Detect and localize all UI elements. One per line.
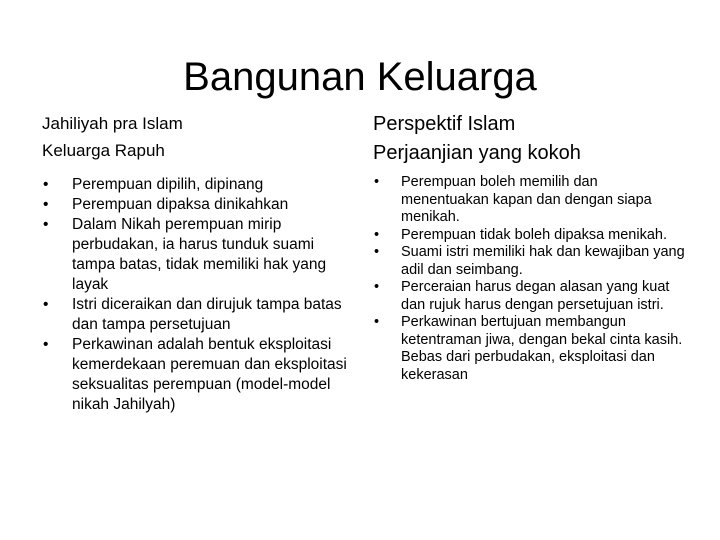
right-heading-line2: Perjaanjian yang kokoh	[373, 142, 581, 164]
list-item-text: Perempuan dipaksa dinikahkan	[72, 196, 289, 213]
left-heading-line1: Jahiliyah pra Islam	[42, 114, 183, 133]
bullet-icon: •	[374, 174, 380, 190]
list-item-text: Perceraian harus degan alasan yang kuat dan rujuk harus dengan persetujuan istri.	[401, 279, 670, 313]
list-item	[373, 174, 688, 227]
right-bullet-list	[373, 174, 688, 384]
bullet-icon: •	[374, 279, 380, 295]
list-item	[42, 295, 352, 335]
list-item	[42, 335, 352, 415]
bullet-icon: •	[43, 196, 49, 213]
left-column	[42, 110, 352, 415]
bullet-icon: •	[374, 244, 380, 260]
bullet-icon: •	[43, 216, 49, 233]
right-heading-line1: Perspektif Islam	[373, 113, 516, 135]
right-column-heading	[373, 110, 688, 168]
list-item-text: Istri diceraikan dan dirujuk tampa batas dan tampa persetujuan	[72, 296, 342, 333]
list-item-text: Perempuan boleh memilih dan menentuakan kapan dan dengan siapa menikah.	[401, 174, 652, 225]
list-item-text: Perkawinan bertujuan membangun ketentraman jiwa, dengan bekal cinta kasih. Bebas dari perbudakan, eksploitasi dan kekerasan	[401, 314, 683, 383]
slide-title: Bangunan Keluarga	[183, 54, 537, 99]
list-item-text: Dalam Nikah perempuan mirip perbudakan, ia harus tunduk suami tampa batas, tidak memiliki hak yang layak	[72, 216, 327, 293]
list-item	[42, 195, 352, 215]
bullet-icon: •	[43, 336, 49, 353]
left-column-heading	[42, 110, 352, 164]
list-item-text: Perkawinan adalah bentuk eksploitasi kemerdekaan peremuan dan eksploitasi seksualitas perempuan (model-model nikah Jahilyah)	[72, 336, 347, 413]
bullet-icon: •	[374, 314, 380, 330]
list-item	[42, 215, 352, 295]
list-item	[373, 279, 688, 314]
list-item	[373, 314, 688, 384]
bullet-icon: •	[374, 226, 380, 243]
list-item-text: Perempuan tidak boleh dipaksa menikah.	[401, 226, 667, 243]
list-item	[373, 244, 688, 279]
list-item-text: Suami istri memiliki hak dan kewajiban yang adil dan seimbang.	[401, 244, 685, 278]
list-item	[42, 175, 352, 195]
right-column	[373, 110, 688, 384]
list-item-text: Perempuan dipilih, dipinang	[72, 176, 264, 193]
list-item	[373, 227, 688, 245]
left-bullet-list	[42, 175, 352, 415]
bullet-icon: •	[43, 296, 49, 313]
bullet-icon: •	[43, 176, 49, 193]
left-heading-line2: Keluarga Rapuh	[42, 141, 165, 160]
